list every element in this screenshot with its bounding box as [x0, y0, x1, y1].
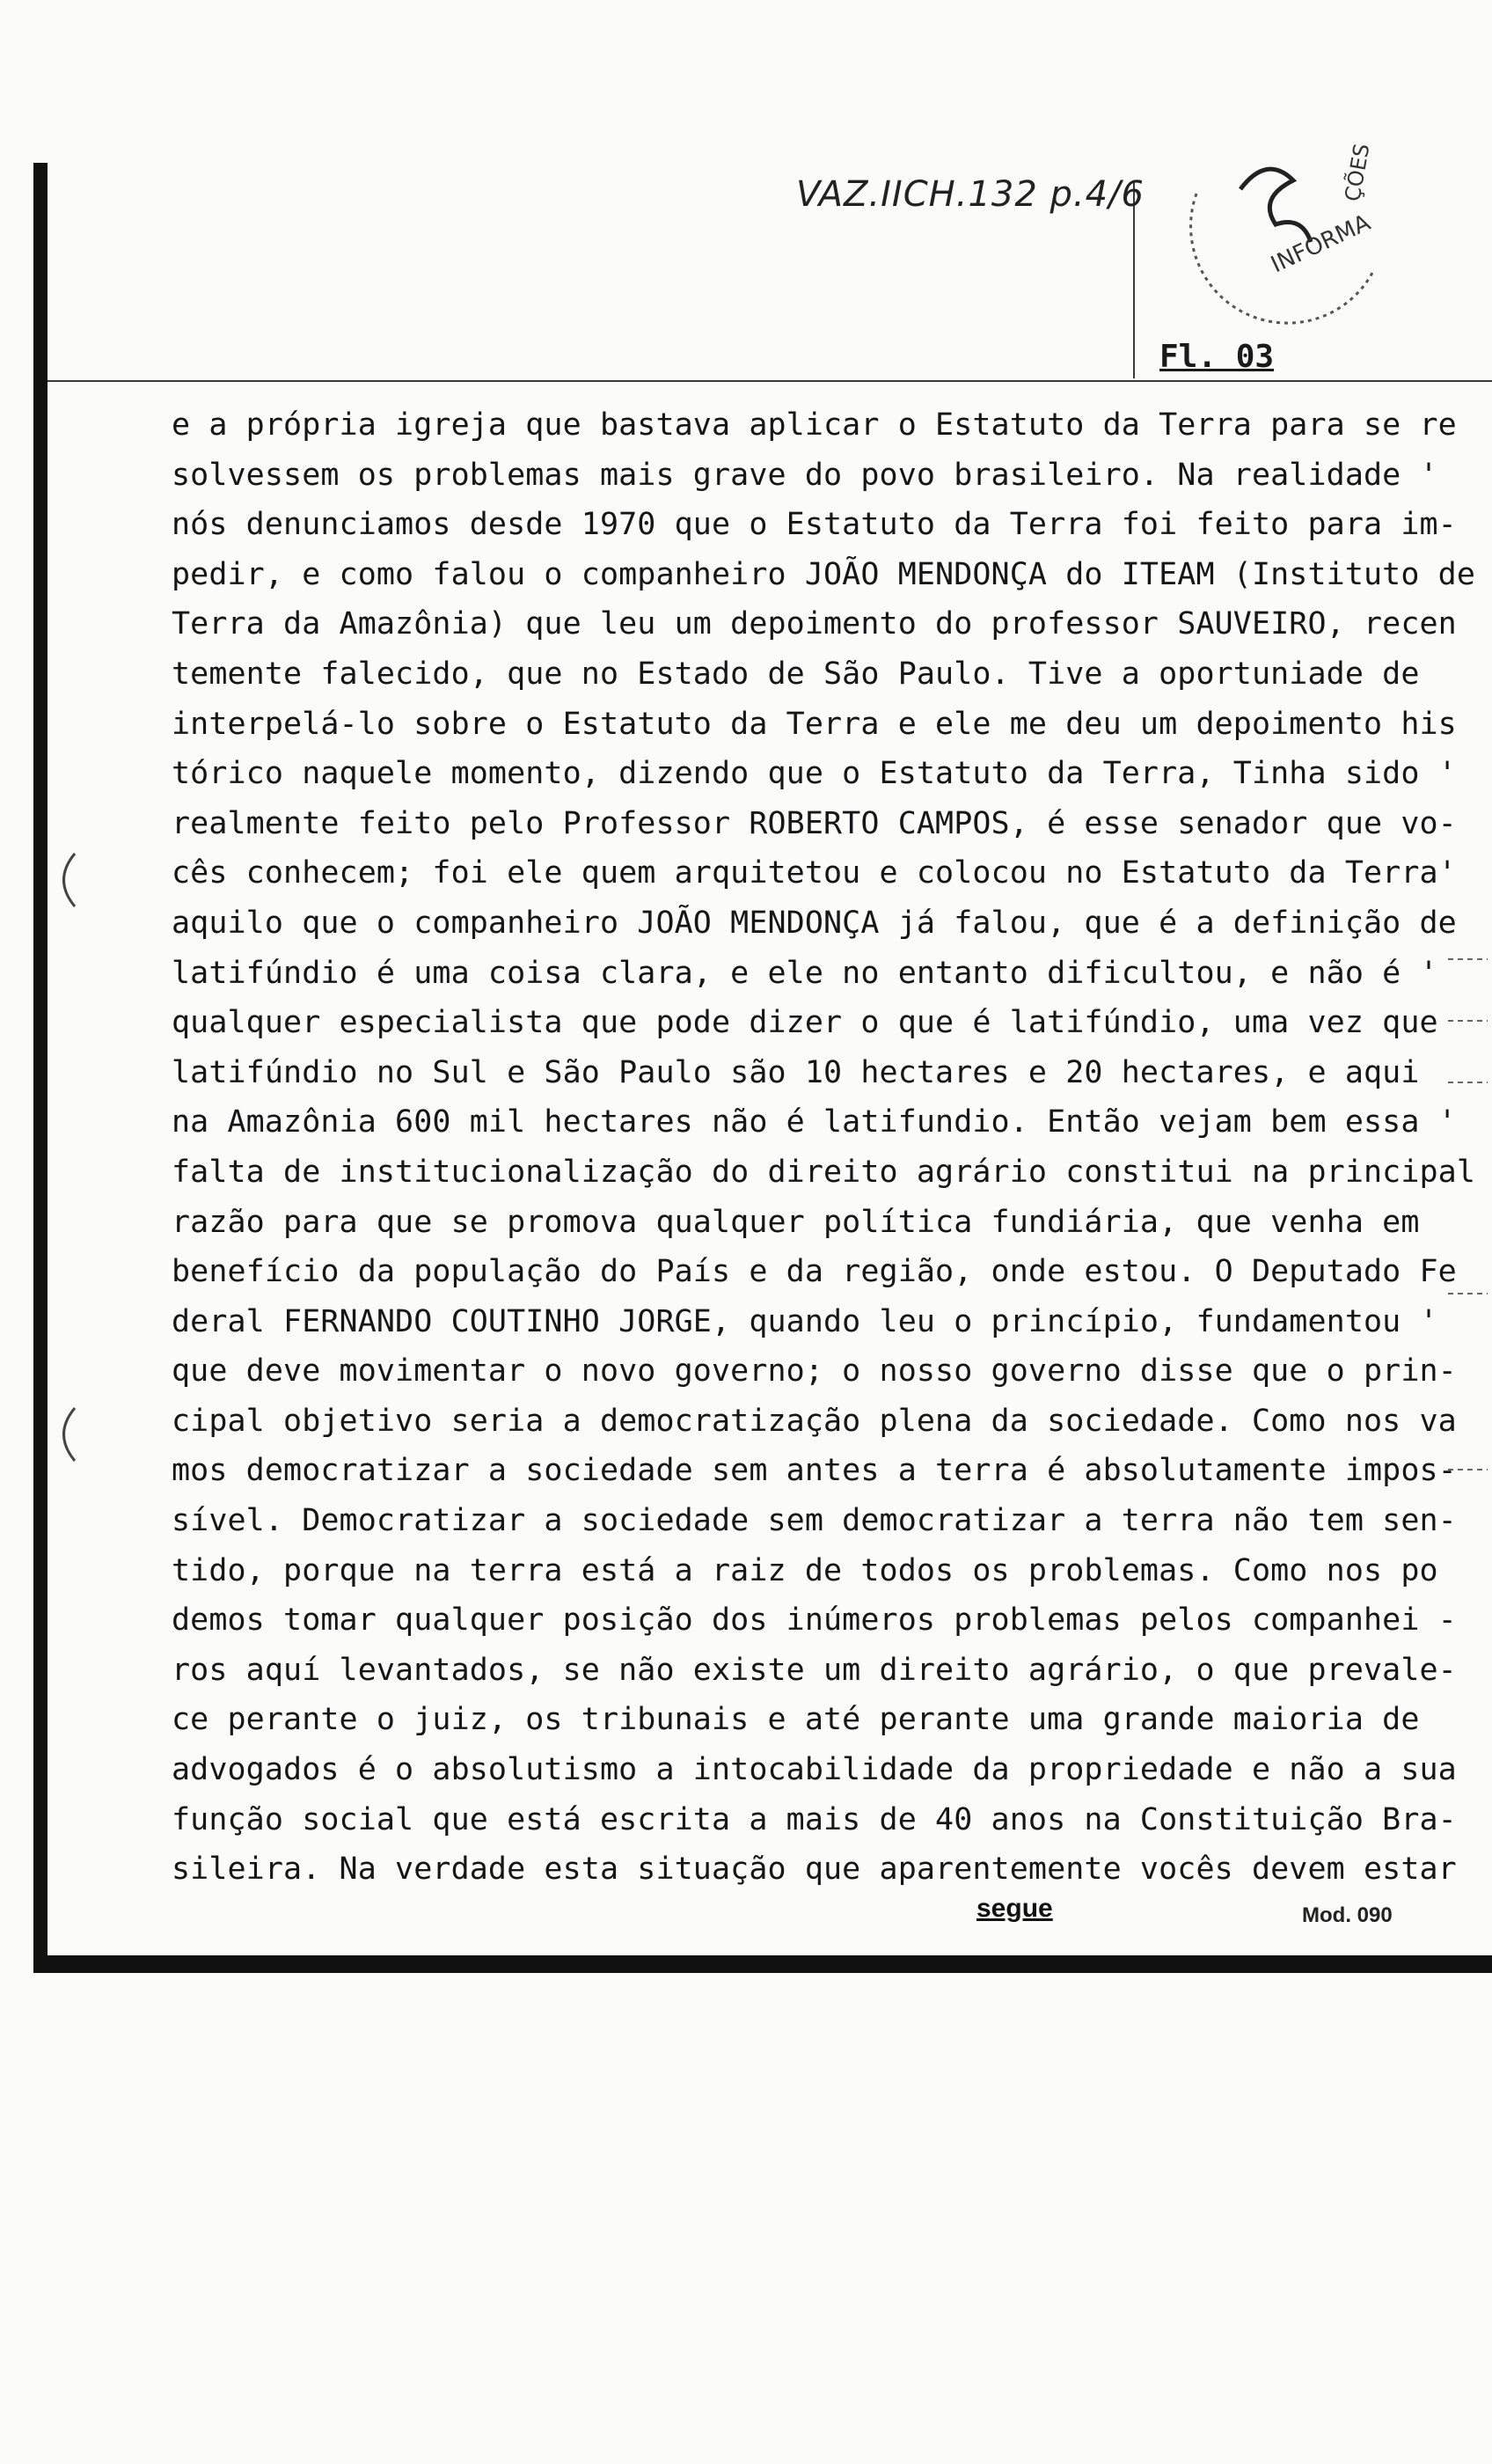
svg-text:ÇÕES: ÇÕES [1340, 142, 1375, 204]
scan-border-bottom [33, 1955, 1492, 1973]
text-line: Terra da Amazônia) que leu um depoimento do professor SAUVEIRO, recen [172, 606, 1457, 642]
text-line: cês conhecem; foi ele quem arquitetou e colocou no Estatuto da Terra' [172, 855, 1457, 891]
text-line: ce perante o juiz, os tribunais e até perante uma grande maioria de [172, 1702, 1420, 1738]
text-line: cipal objetivo seria a democratização plena da sociedade. Como nos va [172, 1403, 1457, 1439]
text-line: razão para que se promova qualquer política fundiária, que venha em [172, 1204, 1420, 1240]
text-line: mos democratizar a sociedade sem antes a terra é absolutamente impos- [172, 1453, 1457, 1489]
text-line: que deve movimentar o novo governo; o nosso governo disse que o prin- [172, 1353, 1457, 1390]
scan-border-left [33, 163, 48, 1962]
text-line: latifúndio é uma coisa clara, e ele no entanto dificultou, e não é ' [172, 955, 1438, 991]
text-line: benefício da população do País e da região, onde estou. O Deputado Fe [172, 1254, 1457, 1290]
information-stamp [1170, 141, 1399, 326]
continuation-label: segue [976, 1894, 1053, 1923]
text-line: tido, porque na terra está a raiz de todos os problemas. Como nos po [172, 1552, 1438, 1588]
text-line: falta de institucionalização do direito agrário constitui na principal [172, 1154, 1476, 1190]
text-line: na Amazônia 600 mil hectares não é latifundio. Então vejam bem essa ' [172, 1104, 1457, 1140]
text-line: função social que está escrita a mais de 40 anos na Constituição Bra- [172, 1801, 1457, 1837]
text-line: sileira. Na verdade esta situação que aparentemente vocês devem estar [172, 1852, 1457, 1888]
signature-initials-icon [1240, 169, 1311, 242]
text-line: qualquer especialista que pode dizer o que é latifúndio, uma vez que [172, 1005, 1438, 1041]
text-line: solvessem os problemas mais grave do povo brasileiro. Na realidade ' [172, 457, 1438, 493]
text-line: latifúndio no Sul e São Paulo são 10 hectares e 20 hectares, e aqui [172, 1054, 1420, 1090]
handwritten-reference: VAZ.IICH.132 p.4/6 [796, 174, 1145, 215]
text-line: deral FERNANDO COUTINHO JORGE, quando leu o princípio, fundamentou ' [172, 1303, 1438, 1339]
typed-body-text [172, 400, 1476, 1895]
margin-bracket-icon [48, 1404, 84, 1465]
text-line: realmente feito pelo Professor ROBERTO CAMPOS, é esse senador que vo- [172, 805, 1457, 841]
header-rule [48, 380, 1492, 382]
text-line: advogados é o absolutismo a intocabilidade da propriedade e não a sua [172, 1752, 1457, 1788]
text-line: temente falecido, que no Estado de São Paulo. Tive a oportuniade de [172, 656, 1420, 692]
text-line: aquilo que o companheiro JOÃO MENDONÇA já falou, que é a definição de [172, 905, 1457, 941]
margin-dash-marks [1439, 942, 1492, 1558]
text-line: tórico naquele momento, dizendo que o Estatuto da Terra, Tinha sido ' [172, 756, 1457, 792]
text-line: e a própria igreja que bastava aplicar o Estatuto da Terra para se re [172, 407, 1457, 443]
text-line: interpelá-lo sobre o Estatuto da Terra e ele me deu um depoimento his [172, 706, 1457, 742]
text-line: ros aquí levantados, se não existe um direito agrário, o que prevale- [172, 1652, 1457, 1688]
svg-text:INFORMA: INFORMA [1267, 209, 1375, 279]
text-line: demos tomar qualquer posição dos inúmeros problemas pelos companhei - [172, 1602, 1457, 1639]
form-code: Mod. 090 [1302, 1903, 1393, 1927]
text-line: sível. Democratizar a sociedade sem democratizar a terra não tem sen- [172, 1503, 1457, 1539]
text-line: nós denunciamos desde 1970 que o Estatuto da Terra foi feito para im- [172, 507, 1457, 543]
margin-bracket-icon [48, 849, 84, 911]
text-line: pedir, e como falou o companheiro JOÃO MENDONÇA do ITEAM (Instituto de [172, 556, 1476, 592]
sheet-number: Fl. 03 [1159, 339, 1275, 375]
